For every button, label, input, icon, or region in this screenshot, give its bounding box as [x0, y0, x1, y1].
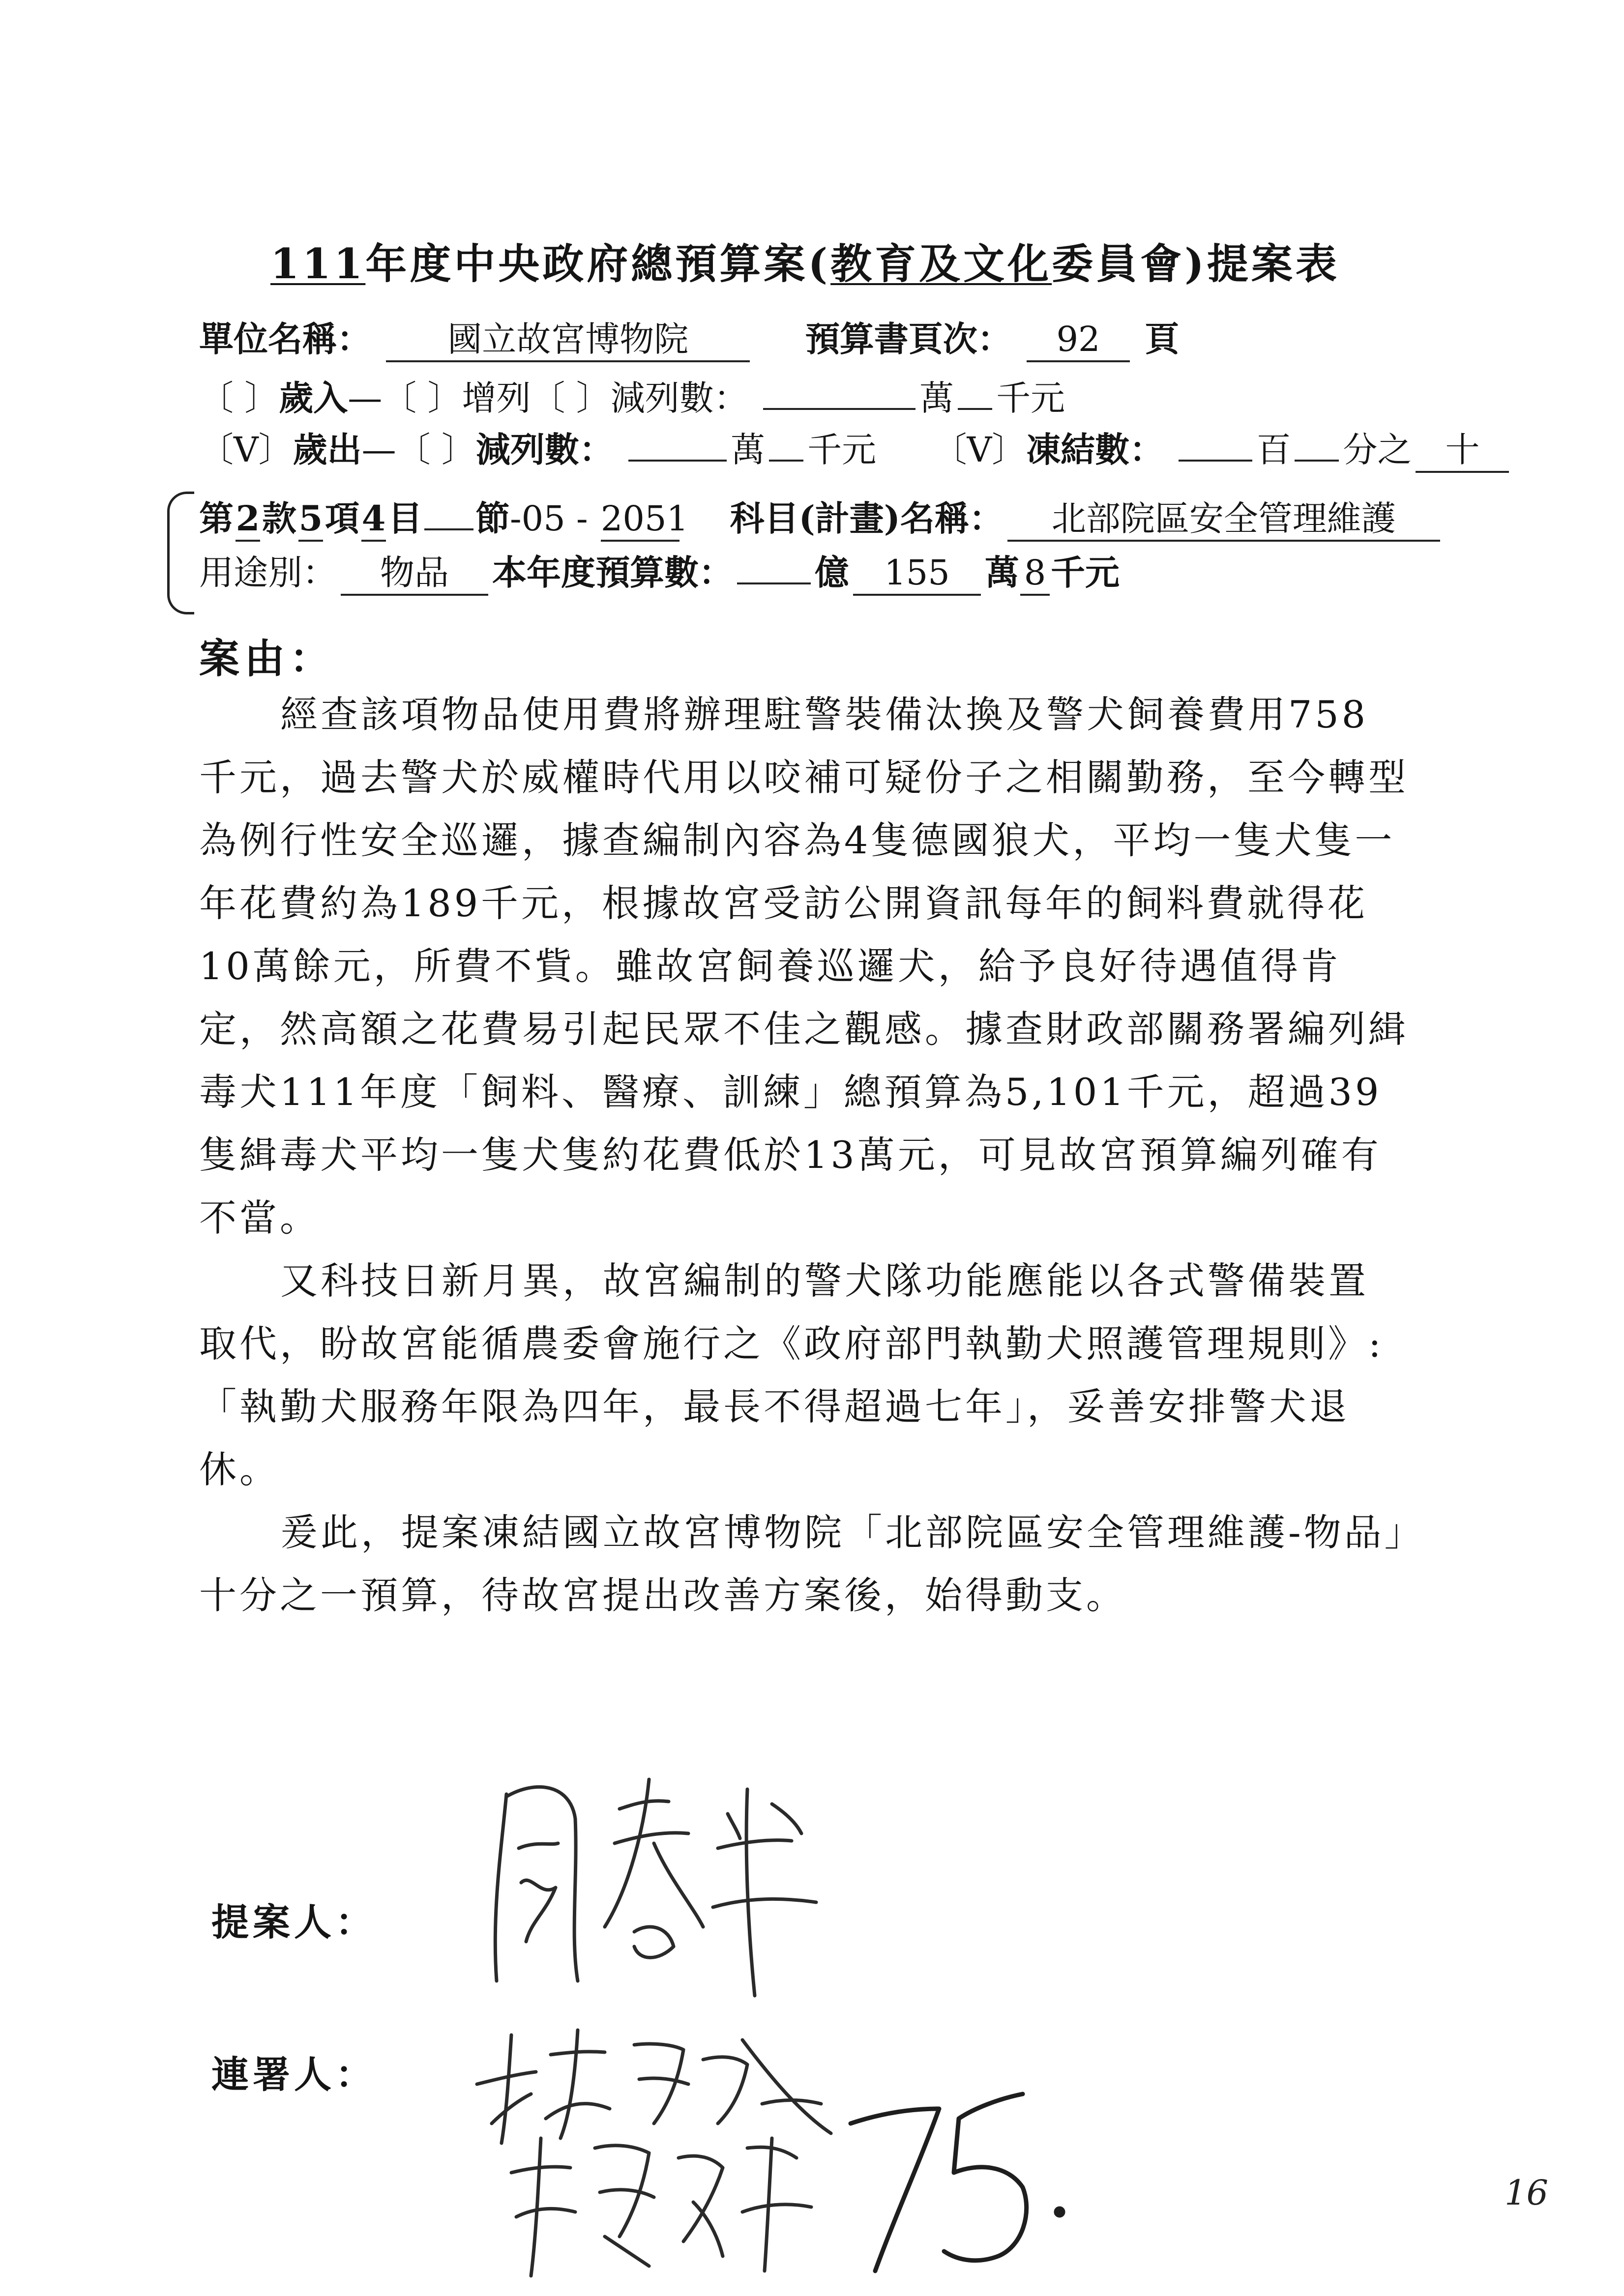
cosigner-count-mark [836, 2079, 1072, 2286]
revenue-label: 歲入 [279, 378, 348, 418]
item-mu: 目 [388, 498, 422, 539]
kuan-number: 2 [236, 497, 260, 542]
reason-paragraph-1: 經查該項物品使用費將辦理駐警裝備汰換及警犬飼養費用758千元，過去警犬於威權時代用以咬補可疑份子之相關勤務，至今轉型為例行性安全巡邏，據查編制內容為4隻德國狼犬，平均一隻犬隻一年花費約為189千元，根據故宮受訪公開資訊每年的飼料費就得花10萬餘元，所費不貲。雖故宮飼養巡邏犬，給予良好待遇值得肯定，然高額之花費易引起民眾不佳之觀感。據查財政部關務署編列緝毒犬111年度「飼料、醫療、訓練」總預算為5,101千元，超過39隻緝毒犬平均一隻犬隻約花費低於13萬元，可見故宮預算編列確有不當。 [199, 693, 1409, 1240]
title-committee: 教育及文化 [830, 239, 1052, 288]
budget-page-suffix: 頁 [1145, 319, 1180, 359]
proposer-signature [472, 1750, 865, 2005]
reason-body [199, 683, 1409, 1627]
current-budget-label: 本年度預算數： [492, 552, 733, 593]
freeze-bai: 百 [1256, 430, 1291, 470]
item-code: -05 - [510, 498, 599, 539]
title-year: 111 [270, 239, 366, 288]
proposer-label: 提案人： [211, 1900, 377, 1944]
title-post: 委員會)提案表 [1052, 239, 1340, 288]
use-label: 用途別： [199, 552, 337, 593]
item-di: 第 [199, 498, 234, 539]
revenue-increase-label: 增列 [462, 378, 531, 418]
budget-page-label: 預算書頁次： [805, 319, 1012, 359]
mu-number: 4 [361, 497, 386, 542]
unit-label: 單位名稱： [199, 319, 371, 359]
cosigner-label: 連署人： [211, 2053, 377, 2096]
revenue-row [199, 374, 1065, 423]
budget-wan-value: 155 [853, 552, 981, 596]
revenue-decrease-checkbox: 〔 〕 [531, 378, 611, 418]
budget-yi-unit: 億 [815, 552, 849, 593]
expense-qian-unit: 千元 [807, 430, 877, 470]
expense-label: 歲出 [293, 429, 362, 470]
revenue-qian-unit: 千元 [996, 378, 1065, 418]
unit-value: 國立故宮博物院 [386, 318, 750, 362]
item-kuan: 款 [262, 498, 296, 539]
revenue-wan-unit: 萬 [919, 378, 954, 418]
revenue-decrease-label: 減列數： [610, 378, 748, 418]
xiang-number: 5 [298, 497, 323, 542]
reason-paragraph-2: 又科技日新月異，故宮編制的警犬隊功能應能以各式警備裝置取代，盼故宮能循農委會施行之《政府部門執勤犬照護管理規則》:「執勤犬服務年限為四年，最長不得超過七年」，妥善安排警犬退休。 [199, 1259, 1384, 1491]
freeze-bai-blank [1179, 460, 1252, 462]
item-row [199, 494, 1444, 543]
page-number: 16 [1505, 2173, 1549, 2213]
expense-wan-unit: 萬 [731, 430, 766, 470]
revenue-increase-checkbox: 〔 〕 [382, 378, 462, 418]
revenue-checkbox: 〔 〕 [199, 378, 279, 418]
subject-value: 北部院區安全管理維護 [1007, 497, 1440, 542]
budget-qian-unit: 千元 [1051, 552, 1120, 593]
expense-dash: — [361, 430, 396, 470]
title-pre: 年度中央政府總預算案( [365, 239, 831, 288]
expense-decrease-label: 減列數： [475, 429, 614, 470]
expense-row [199, 425, 1513, 474]
reason-paragraph-3: 爰此，提案凍結國立故宮博物院「北部院區安全管理維護-物品」十分之一預算，待故宮提出改善方案後，始得動支。 [199, 1511, 1406, 1617]
freeze-checkbox: 〔V〕 [932, 430, 1027, 470]
item-bracket [167, 492, 194, 614]
item-xiang: 項 [325, 498, 359, 539]
revenue-wan-blank [763, 408, 915, 410]
budget-qian-value: 8 [1020, 552, 1050, 596]
freeze-label: 凍結數： [1026, 429, 1164, 470]
unit-row [199, 315, 1179, 364]
revenue-dash: — [348, 378, 383, 418]
item-jie: 節 [475, 498, 510, 539]
budget-page-value: 92 [1027, 318, 1130, 362]
expense-qian-blank [769, 460, 803, 462]
use-value: 物品 [341, 552, 488, 596]
freeze-fenzhi: 分之 [1343, 430, 1412, 470]
expense-decrease-checkbox: 〔 〕 [396, 430, 476, 470]
expense-checkbox: 〔V〕 [199, 430, 293, 470]
form-title [270, 231, 1340, 291]
jie-number [424, 528, 473, 530]
cosigner-signature-2 [502, 2119, 846, 2281]
item-code-number: 2051 [601, 497, 679, 542]
freeze-value: 十 [1416, 429, 1509, 473]
subject-label: 科目(計畫)名稱： [730, 498, 1004, 539]
reason-label: 案由： [199, 635, 335, 682]
expense-wan-blank [628, 460, 727, 462]
budget-wan-unit: 萬 [985, 552, 1019, 593]
use-row [199, 548, 1120, 597]
freeze-fen-blank [1295, 460, 1339, 462]
budget-yi-value [737, 582, 811, 584]
revenue-qian-blank [958, 408, 992, 410]
